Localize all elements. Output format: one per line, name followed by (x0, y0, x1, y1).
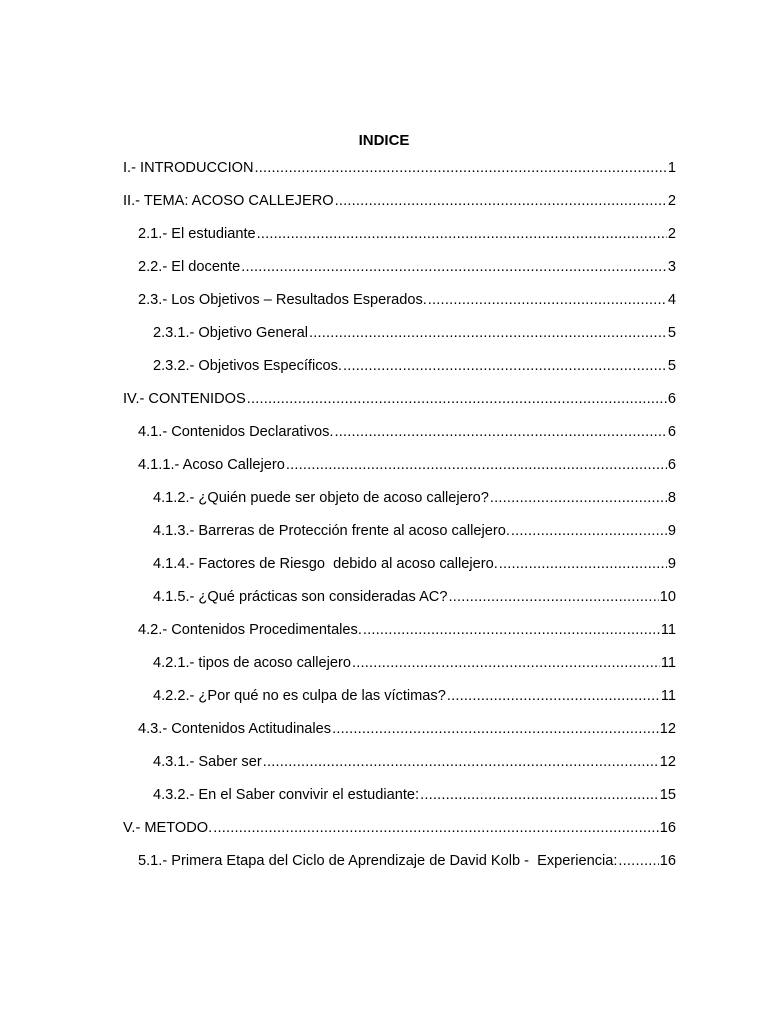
document-title: INDICE (358, 132, 410, 149)
toc-entry[interactable] (153, 751, 676, 773)
toc-leader-dots (255, 157, 667, 179)
toc-entry[interactable] (153, 685, 676, 707)
toc-entry[interactable] (153, 487, 676, 509)
toc-page-number: 11 (660, 622, 676, 638)
toc-page-number: 4 (667, 292, 676, 308)
toc-page-number: 1 (667, 160, 676, 176)
toc-entry-label: 4.1.1.- Acoso Callejero (138, 457, 285, 473)
toc-entry-label: II.- TEMA: ACOSO CALLEJERO (123, 193, 334, 209)
toc-entry-label: IV.- CONTENIDOS (123, 391, 246, 407)
toc-entry-label: 4.1.4.- Factores de Riesgo debido al acoso callejero. (153, 556, 498, 572)
toc-entry[interactable] (138, 850, 676, 872)
toc-entry[interactable] (153, 652, 676, 674)
toc-entry-label: 4.3.2.- En el Saber convivir el estudiante: (153, 787, 420, 803)
toc-leader-dots (618, 850, 658, 872)
toc-leader-dots (499, 553, 667, 575)
toc-entry-label: 4.1.2.- ¿Quién puede ser objeto de acoso callejero? (153, 490, 489, 506)
toc-page-number: 11 (660, 688, 676, 704)
toc-leader-dots (213, 817, 659, 839)
toc-entry-label: 2.3.- Los Objetivos – Resultados Esperados. (138, 292, 427, 308)
toc-page-number: 6 (667, 424, 676, 440)
toc-leader-dots (420, 784, 659, 806)
toc-entry-label: I.- INTRODUCCION (123, 160, 254, 176)
toc-leader-dots (343, 355, 667, 377)
toc-leader-dots (332, 718, 659, 740)
toc-page-number: 9 (667, 556, 676, 572)
toc-entry-label: 4.3.1.- Saber ser (153, 754, 262, 770)
toc-entry[interactable] (138, 223, 676, 245)
toc-page-number: 6 (667, 391, 676, 407)
toc-page-number: 16 (659, 820, 676, 836)
toc-leader-dots (511, 520, 667, 542)
toc-page-number: 12 (659, 754, 676, 770)
toc-entry-label: 4.1.3.- Barreras de Protección frente al acoso callejero. (153, 523, 510, 539)
toc-entry[interactable] (153, 553, 676, 575)
toc-leader-dots (286, 454, 667, 476)
toc-page-number: 8 (667, 490, 676, 506)
toc-page-number: 3 (667, 259, 676, 275)
toc-leader-dots (263, 751, 659, 773)
toc-entry[interactable] (138, 256, 676, 278)
toc-leader-dots (335, 190, 667, 212)
toc-leader-dots (352, 652, 660, 674)
toc-page-number: 12 (659, 721, 676, 737)
toc-leader-dots (363, 619, 660, 641)
toc-page-number: 11 (660, 655, 676, 671)
toc-leader-dots (247, 388, 667, 410)
toc-leader-dots (241, 256, 667, 278)
toc-entry[interactable] (123, 388, 676, 410)
toc-entry-label: 4.3.- Contenidos Actitudinales (138, 721, 332, 737)
toc-entry-label: V.- METODO. (123, 820, 213, 836)
toc-entry[interactable] (138, 289, 676, 311)
toc-leader-dots (428, 289, 667, 311)
toc-entry-label: 4.1.- Contenidos Declarativos. (138, 424, 334, 440)
toc-leader-dots (447, 685, 660, 707)
toc-entry[interactable] (153, 322, 676, 344)
toc-leader-dots (309, 322, 667, 344)
toc-page-number: 16 (659, 853, 676, 869)
toc-page-number: 2 (667, 226, 676, 242)
toc-page-number: 10 (659, 589, 676, 605)
toc-entry[interactable] (123, 157, 676, 179)
toc-leader-dots (335, 421, 667, 443)
toc-entry[interactable] (138, 454, 676, 476)
toc-entry[interactable] (123, 190, 676, 212)
toc-entry[interactable] (153, 355, 676, 377)
toc-entry-label: 4.2.- Contenidos Procedimentales. (138, 622, 362, 638)
toc-entry-label: 2.2.- El docente (138, 259, 241, 275)
toc-leader-dots (490, 487, 667, 509)
toc-entry-label: 2.1.- El estudiante (138, 226, 256, 242)
toc-page-number: 5 (667, 358, 676, 374)
toc-entry[interactable] (123, 817, 676, 839)
toc-entry[interactable] (153, 520, 676, 542)
toc-page-number: 6 (667, 457, 676, 473)
toc-entry[interactable] (138, 619, 676, 641)
toc-entry-label: 5.1.- Primera Etapa del Ciclo de Aprendizaje de David Kolb - Experiencia: (138, 853, 618, 869)
toc-entry-label: 2.3.1.- Objetivo General (153, 325, 308, 341)
toc-page-number: 2 (667, 193, 676, 209)
toc-page-number: 5 (667, 325, 676, 341)
toc-entry-label: 4.1.5.- ¿Qué prácticas son consideradas AC? (153, 589, 448, 605)
toc-entry-label: 4.2.2.- ¿Por qué no es culpa de las víctimas? (153, 688, 446, 704)
toc-entry[interactable] (138, 421, 676, 443)
toc-entry-label: 4.2.1.- tipos de acoso callejero (153, 655, 351, 671)
toc-entry[interactable] (153, 784, 676, 806)
toc-page-number: 9 (667, 523, 676, 539)
toc-entry-label: 2.3.2.- Objetivos Específicos. (153, 358, 342, 374)
toc-entry[interactable] (153, 586, 676, 608)
toc-page-number: 15 (659, 787, 676, 803)
toc-leader-dots (448, 586, 658, 608)
toc-entry[interactable] (138, 718, 676, 740)
toc-leader-dots (257, 223, 667, 245)
